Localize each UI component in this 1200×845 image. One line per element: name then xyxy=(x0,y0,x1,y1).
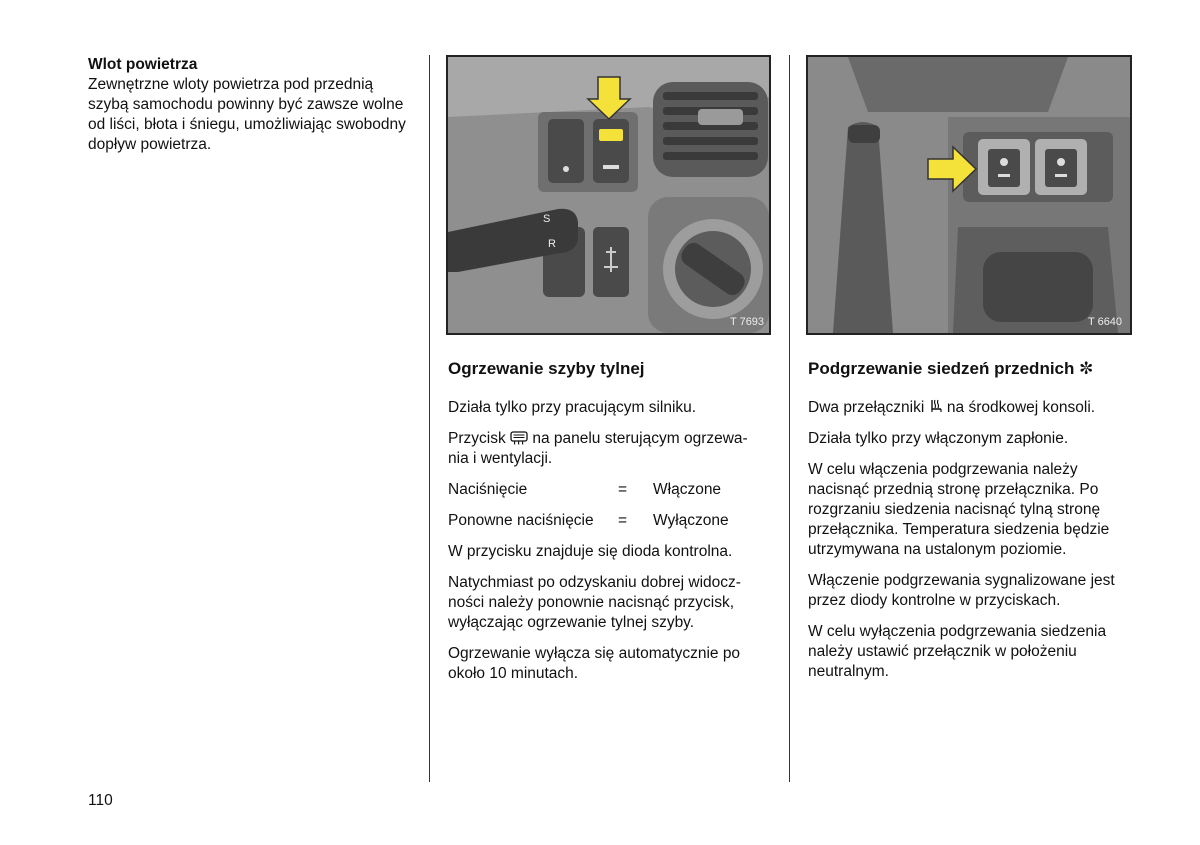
paragraph-1-end: na środkowej konsoli. xyxy=(942,399,1096,416)
column-divider-1 xyxy=(429,55,430,782)
air-intake-text: Zewnętrzne wloty powietrza pod przednią szybą samochodu powinny być zawsze wolne od liści, błota i śniegu, umożliwiając swobodny dopływ powietrza. xyxy=(88,76,406,153)
table-row xyxy=(448,480,770,500)
paragraph-2-start: Przycisk xyxy=(448,430,506,447)
figure-1-label: T 7693 xyxy=(730,316,765,328)
left-column xyxy=(88,55,413,155)
paragraph-2 xyxy=(448,429,770,469)
rear-window-heater-icon xyxy=(510,431,528,445)
right-column xyxy=(808,358,1133,693)
page-number: 110 xyxy=(88,792,113,809)
stalk-mark-s: S xyxy=(543,213,551,225)
row-value: Wyłączone xyxy=(653,512,729,529)
paragraph-1-start: Dwa przełączniki xyxy=(808,399,925,416)
row-key: Ponowne naciśnięcie xyxy=(448,512,594,529)
paragraph-5: W celu wyłączenia podgrzewania siedzenia należy ustawić przełącznik w położeniu neutralnym. xyxy=(808,623,1107,680)
row-key: Naciśnięcie xyxy=(448,481,528,498)
paragraph-3: W celu włączenia podgrzewania należy nacisnąć przednią stronę przełącznika. Po rozgrzaniu siedzenia nacisnąć tylną stronę przełącznika. Temperatura siedzenia będzie utrzymywana na ustalonym poziomie. xyxy=(808,461,1110,558)
figure-rear-window-heater xyxy=(446,55,771,335)
figure-seat-heating xyxy=(806,55,1132,335)
snowflake-icon: ✼ xyxy=(1079,359,1094,378)
stalk-mark-r: R xyxy=(548,238,556,250)
button-rear-window xyxy=(593,119,629,183)
paragraph-3: W przycisku znajduje się dioda kontrolna. xyxy=(448,543,733,560)
seat-heater-icon xyxy=(929,398,943,414)
paragraph-2-end: na panelu sterującym ogrzewa- nia i wentylacji. xyxy=(448,430,748,467)
paragraph-4: Natychmiast po odzyskaniu dobrej widocz- ności należy ponownie nacisnąć przycisk, wyłączając ogrzewanie tylnej szyby. xyxy=(448,574,741,631)
paragraph-4: Włączenie podgrzewania sygnalizowane jest przez diody kontrolne w przyciskach. xyxy=(808,572,1115,609)
row-value: Włączone xyxy=(653,481,722,498)
column-divider-2 xyxy=(789,55,790,782)
paragraph-2: Działa tylko przy włączonym zapłonie. xyxy=(808,430,1069,447)
section-title-seat-heating xyxy=(808,358,1133,380)
console-illustration xyxy=(808,57,1130,333)
seat-heating-title-text: Podgrzewanie siedzeń przednich xyxy=(808,359,1075,378)
paragraph-1: Działa tylko przy pracującym silniku. xyxy=(448,399,697,416)
row-eq: = xyxy=(618,481,628,498)
figure-2-label: T 6640 xyxy=(1088,316,1123,328)
paragraph-1 xyxy=(808,398,1133,418)
section-heading-air-intake: Wlot powietrza xyxy=(88,56,198,73)
dashboard-illustration xyxy=(448,57,769,333)
middle-column xyxy=(448,358,770,695)
row-eq: = xyxy=(618,512,628,529)
section-title-rear-window-heating: Ogrzewanie szyby tylnej xyxy=(448,359,645,378)
paragraph-5: Ogrzewanie wyłącza się automatycznie po około 10 minutach. xyxy=(448,645,741,682)
button-left-dashboard xyxy=(548,119,584,183)
table-row xyxy=(448,511,770,531)
